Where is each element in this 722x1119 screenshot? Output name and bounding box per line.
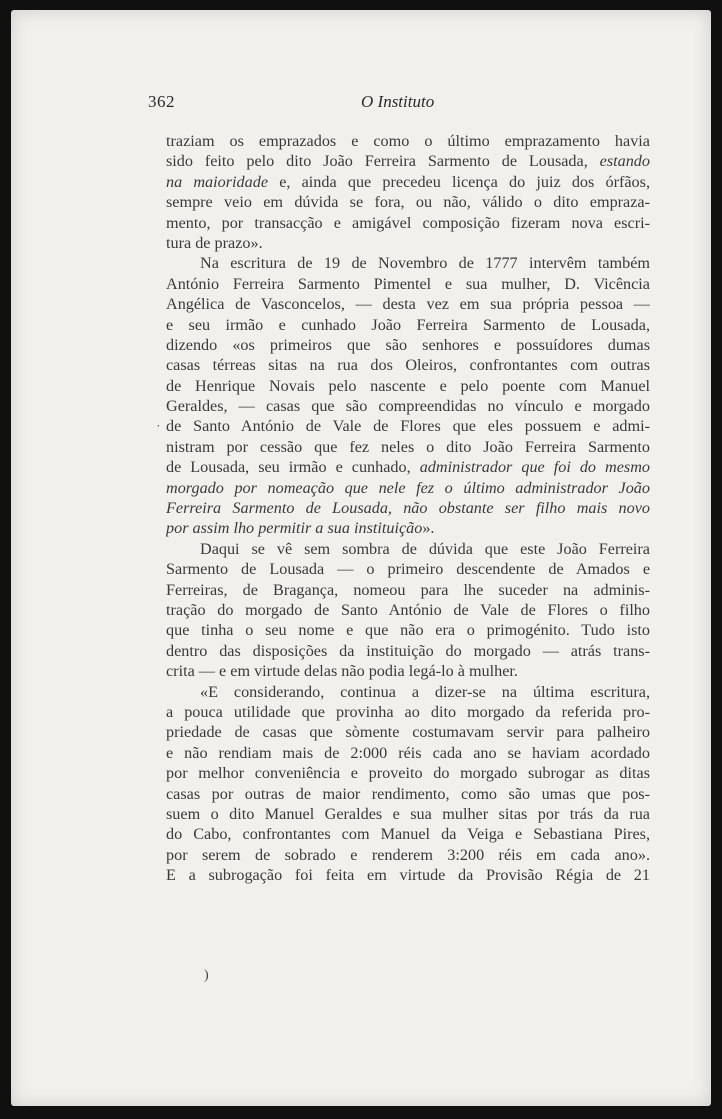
text-line <box>166 213 650 233</box>
text-line <box>166 315 650 335</box>
text-segment: traziam os emprazados e como o último emprazamento havia <box>166 132 650 150</box>
text-line <box>166 722 650 742</box>
text-line <box>166 457 650 477</box>
text-line <box>166 498 650 518</box>
italic-text-segment: administrador que foi do mesmo <box>419 458 650 477</box>
text-line <box>166 865 650 885</box>
italic-text-segment: na maioridade <box>166 172 269 191</box>
text-segment: Angélica de Vasconcelos, — desta vez em sua própria pessoa — <box>166 295 650 314</box>
text-segment: Na escritura de 19 de Novembro de 1777 intervêm também <box>200 254 650 273</box>
text-segment: de Santo António de Vale de Flores que eles possuem e admi- <box>166 417 650 436</box>
text-segment: priedade de casas que sòmente costumavam servir para palheiro <box>166 723 650 742</box>
text-segment: «E considerando, continua a dizer-se na última escritura, <box>200 682 650 701</box>
text-segment: sempre veio em dúvida se fora, ou não, válido o dito empraza- <box>166 193 650 212</box>
page-number: 362 <box>148 92 175 111</box>
text-line <box>166 600 650 620</box>
text-line <box>166 437 650 457</box>
text-line <box>166 661 650 681</box>
text-line <box>166 845 650 865</box>
text-segment: tura de prazo». <box>166 233 263 252</box>
text-line <box>166 294 650 314</box>
italic-text-segment: estando <box>599 152 650 171</box>
text-segment: dizendo «os primeiros que são senhores e possuídores dumas <box>166 335 650 354</box>
text-line <box>166 416 650 436</box>
ink-speck: ˙ <box>156 423 161 438</box>
text-line <box>166 559 650 579</box>
text-segment: de Henrique Novais pelo nascente e pelo poente com Manuel <box>166 376 650 395</box>
text-segment: Geraldes, — casas que são compreendidas no vínculo e morgado <box>166 397 650 416</box>
text-line <box>166 478 650 498</box>
text-segment: a pouca utilidade que provinha ao dito morgado da referida pro- <box>166 702 650 721</box>
text-line <box>166 274 650 294</box>
text-segment: sido feito pelo dito João Ferreira Sarmento de Lousada, <box>166 152 600 171</box>
book-page <box>11 10 711 1106</box>
text-line <box>166 641 650 661</box>
text-segment: casas por outras de maior rendimento, como são umas que pos- <box>166 784 650 803</box>
text-segment: tração do morgado de Santo António de Vale de Flores o filho <box>166 600 650 619</box>
italic-text-segment: por assim lho permitir a sua instituição <box>166 519 423 538</box>
text-line <box>166 233 650 253</box>
italic-text-segment: Ferreira Sarmento de Lousada, não obstante ser filho mais novo <box>166 499 650 518</box>
text-segment: do Cabo, confrontantes com Manuel da Veiga e Sebastiana Pires, <box>166 825 650 844</box>
text-line <box>166 335 650 355</box>
text-line <box>166 192 650 212</box>
text-line <box>166 131 650 151</box>
text-line <box>166 172 650 192</box>
text-segment: nistram por cessão que fez neles o dito João Ferreira Sarmento <box>166 437 650 456</box>
text-segment: Sarmento de Lousada — o primeiro descendente de Amados e <box>166 560 650 579</box>
text-line <box>166 702 650 722</box>
text-line <box>166 763 650 783</box>
text-segment: e não rendiam mais de 2:000 réis cada ano se haviam acordado <box>166 743 650 762</box>
text-segment: E a subrogação foi feita em virtude da Provisão Régia de 21 <box>166 866 650 885</box>
text-line <box>166 253 650 273</box>
text-line <box>166 743 650 763</box>
text-line <box>166 620 650 640</box>
text-line <box>166 804 650 824</box>
text-segment: casas térreas sitas na rua dos Oleiros, confrontantes com outras <box>166 356 650 375</box>
text-line <box>166 396 650 416</box>
text-segment: dentro das disposições da instituição do morgado — atrás trans- <box>166 641 650 660</box>
text-segment: e seu irmão e cunhado João Ferreira Sarmento de Lousada, <box>166 315 650 334</box>
page-header <box>11 92 711 116</box>
running-title: O Instituto <box>361 92 435 111</box>
italic-text-segment: morgado por nomeação que nele fez o último administrador João <box>166 478 650 497</box>
body-text <box>166 131 650 885</box>
text-line <box>166 376 650 396</box>
text-line <box>166 518 650 538</box>
text-segment: Ferreiras, de Bragança, nomeou para lhe suceder na adminis- <box>166 580 650 599</box>
text-segment: que tinha o seu nome e que não era o primogénito. Tudo isto <box>166 621 650 640</box>
text-segment: de Lousada, seu irmão e cunhado, <box>166 458 420 477</box>
text-line <box>166 539 650 559</box>
text-line <box>166 682 650 702</box>
text-line <box>166 580 650 600</box>
text-segment: e, ainda que precedeu licença do juiz dos órfãos, <box>268 172 650 191</box>
text-segment: António Ferreira Sarmento Pimentel e sua mulher, D. Vicência <box>166 274 650 293</box>
text-line <box>166 784 650 804</box>
text-line <box>166 355 650 375</box>
text-segment: por serem de sobrado e renderem 3:200 réis em cada ano». <box>166 845 650 864</box>
text-segment: por melhor conveniência e proveito do morgado subrogar as ditas <box>166 764 650 783</box>
text-segment: ». <box>422 519 435 538</box>
text-line <box>166 824 650 844</box>
text-segment: mento, por transacção e amigável composição fizeram nova escri- <box>166 213 650 232</box>
text-line <box>166 151 650 171</box>
text-segment: suem o dito Manuel Geraldes e sua mulher sitas por trás da rua <box>166 804 650 823</box>
ink-mark: ) <box>204 968 209 983</box>
text-segment: crita — e em virtude delas não podia legá-lo à mulher. <box>166 662 518 681</box>
text-segment: Daqui se vê sem sombra de dúvida que este João Ferreira <box>200 539 650 558</box>
